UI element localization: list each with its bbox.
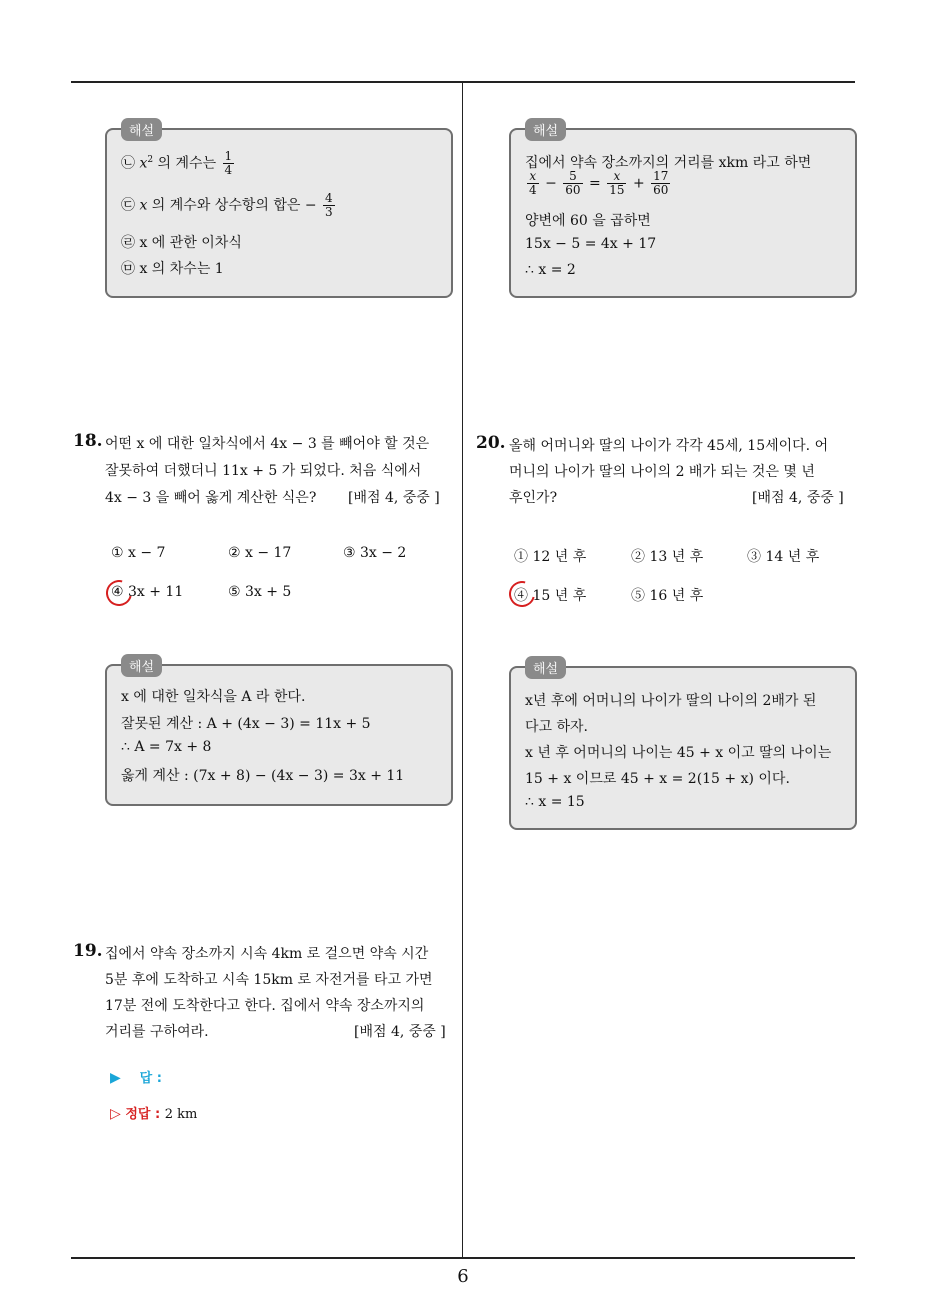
top-rule [71, 81, 855, 83]
answer-row [110, 1067, 162, 1086]
solution-line: 양변에 60 을 곱하면 [525, 213, 651, 229]
solution-line: ∴ x = 2 [525, 262, 576, 278]
solution-line: x 년 후 어머니의 나이는 45 + x 이고 딸의 나이는 [525, 745, 832, 761]
choice-5[interactable]: ⑤ 3x + 5 [228, 584, 292, 600]
solution-line: 15x − 5 = 4x + 17 [525, 236, 657, 252]
solution-box-17 [105, 124, 453, 298]
question-text: 거리를 구하여라. [105, 1024, 209, 1040]
solution-line: 15 + x 이므로 45 + x = 2(15 + x) 이다. [525, 771, 790, 787]
play-arrow-icon: ▶ [110, 1070, 121, 1086]
answer-label: 답 : [139, 1071, 162, 1086]
solution-box-18 [105, 660, 453, 806]
fraction: $\frac{4}{3}$ [325, 191, 333, 219]
choice-3[interactable]: ③ 3x − 2 [343, 545, 407, 561]
solution-tag: 해설 [525, 656, 566, 679]
question-text: 5분 후에 도착하고 시속 15km 로 자전거를 타고 가면 [105, 972, 433, 988]
choice-2[interactable]: ② x − 17 [228, 545, 292, 561]
solution-line: x 에 대한 일차식을 A 라 한다. [121, 689, 306, 705]
solution-box-19 [509, 124, 857, 298]
correct-value: 2 km [164, 1107, 198, 1122]
score-meta: [배점 4, 중중 ] [348, 490, 440, 506]
question-text: 어떤 x 에 대한 일차식에서 4x − 3 를 빼어야 할 것은 [105, 436, 430, 452]
solution-tag: 해설 [121, 118, 162, 141]
choice-3[interactable]: ③ 14 년 후 [747, 549, 820, 565]
question-text: 머니의 나이가 딸의 나이의 2 배가 되는 것은 몇 년 [509, 464, 815, 480]
solution-line: ∴ x = 15 [525, 794, 585, 810]
question-number-20: 20. [476, 433, 506, 453]
column-divider [462, 82, 463, 1259]
solution-line: ∴ A = 7x + 8 [121, 739, 212, 755]
choice-5[interactable]: ⑤ 16 년 후 [631, 588, 704, 604]
choice-4[interactable]: ④ 15 년 후 [514, 588, 587, 604]
score-meta: [배점 4, 중중 ] [354, 1024, 446, 1040]
solution-tag: 해설 [121, 654, 162, 677]
solution-line: ㉤ x 의 차수는 1 [121, 261, 224, 277]
solution-box-20 [509, 662, 857, 830]
choice-1[interactable]: ① 12 년 후 [514, 549, 587, 565]
question-text: 4x − 3 을 빼어 옳게 계산한 식은? [105, 490, 317, 506]
fraction: $\frac{1}{4}$ [224, 149, 233, 177]
question-number-19: 19. [73, 941, 103, 961]
solution-line: 집에서 약속 장소까지의 거리를 xkm 라고 하면 [525, 155, 812, 171]
question-number-18: 18. [73, 431, 103, 451]
solution-line: ㉡ $x^2$ 의 계수는 $\frac{1}{4}$ [121, 149, 233, 177]
correct-answer-row [110, 1103, 197, 1122]
choice-2[interactable]: ② 13 년 후 [631, 549, 704, 565]
solution-tag: 해설 [525, 118, 566, 141]
correct-label: 정답 : [125, 1107, 161, 1122]
choice-1[interactable]: ① x − 7 [111, 545, 166, 561]
question-text: 올해 어머니와 딸의 나이가 각각 45세, 15세이다. 어 [509, 438, 829, 454]
solution-line: x년 후에 어머니의 나이가 딸의 나이의 2배가 된 [525, 693, 817, 709]
solution-line: 잘못된 계산 : A + (4x − 3) = 11x + 5 [121, 716, 371, 732]
page-number: 6 [457, 1266, 469, 1287]
question-text: 잘못하여 더했더니 11x + 5 가 되었다. 처음 식에서 [105, 463, 422, 479]
choice-4[interactable]: ④ 3x + 11 [111, 584, 184, 600]
question-text: 집에서 약속 장소까지 시속 4km 로 걸으면 약속 시간 [105, 946, 429, 962]
solution-line: 옳게 계산 : (7x + 8) − (4x − 3) = 3x + 11 [121, 768, 405, 784]
solution-line: ㉢ x 의 계수와 상수항의 합은 − $\frac{4}{3}$ [121, 191, 333, 219]
solution-line: ㉣ x 에 관한 이차식 [121, 235, 242, 251]
solution-equation: $\frac{x}{4}$ − $\frac{5}{60}$ = $\frac{x}{15}$ + $\frac{17}{60}$ [529, 169, 669, 197]
hollow-arrow-icon: ▷ [110, 1106, 121, 1122]
score-meta: [배점 4, 중중 ] [752, 490, 844, 506]
question-text: 17분 전에 도착한다고 한다. 집에서 약속 장소까지의 [105, 998, 425, 1014]
bottom-rule [71, 1257, 855, 1259]
solution-line: 다고 하자. [525, 719, 588, 735]
question-text: 후인가? [509, 490, 558, 506]
